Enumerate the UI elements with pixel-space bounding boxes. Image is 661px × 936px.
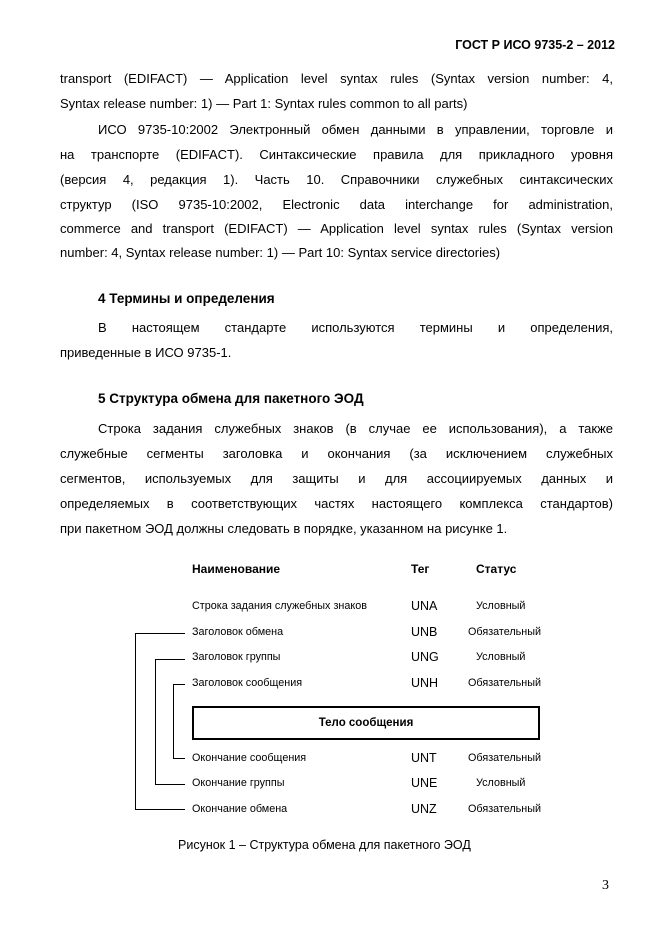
row-name: Окончание обмена (192, 803, 288, 815)
section-4-heading: 4 Термины и определения (98, 291, 275, 306)
row-name: Заголовок группы (192, 651, 281, 663)
text-line: структур (ISO 9735-10:2002, Electronic data interchange for administration, (60, 197, 613, 212)
text-line: на транспорте (EDIFACT). Синтаксические правила для прикладного уровня (60, 147, 613, 162)
row-status: Условный (476, 777, 526, 789)
column-header-name: Наименование (192, 562, 281, 576)
row-status: Условный (476, 600, 526, 612)
row-name: Заголовок сообщения (192, 677, 303, 689)
page-number: 3 (602, 878, 609, 893)
row-tag: UNE (411, 776, 438, 790)
text-line: ИСО 9735-10:2002 Электронный обмен данными в управлении, торговле и (98, 122, 613, 137)
text-line: сегментов, используемых для защиты и для ассоциируемых данных и (60, 471, 613, 486)
text-line: Syntax release number: 1) — Part 1: Syntax rules common to all parts) (60, 96, 468, 111)
message-body-box: Тело сообщения (192, 706, 540, 740)
text-line: (версия 4, редакция 1). Часть 10. Справочники служебных синтаксических (60, 172, 613, 187)
row-tag: UNZ (411, 802, 437, 816)
row-tag: UNB (411, 625, 438, 639)
section-5-heading: 5 Структура обмена для пакетного ЭОД (98, 391, 364, 406)
column-header-tag: Тег (411, 562, 430, 576)
text-line: commerce and transport (EDIFACT) — Application level syntax rules (Syntax version (60, 221, 613, 236)
row-tag: UNT (411, 751, 437, 765)
row-tag: UNH (411, 676, 439, 690)
text-line: определяемых в соответствующих частях настоящего комплекса стандартов) (60, 496, 613, 511)
row-tag: UNA (411, 599, 438, 613)
text-line: при пакетном ЭОД должны следовать в порядке, указанном на рисунке 1. (60, 521, 508, 536)
column-header-status: Статус (476, 562, 517, 576)
row-tag: UNG (411, 650, 439, 664)
text-line: transport (EDIFACT) — Application level syntax rules (Syntax version number: 4, (60, 71, 613, 86)
row-name: Окончание сообщения (192, 752, 307, 764)
text-line: number: 4, Syntax release number: 1) — Part 10: Syntax service directories) (60, 245, 501, 260)
row-status: Обязательный (468, 626, 542, 638)
row-name: Окончание группы (192, 777, 285, 789)
row-name: Строка задания служебных знаков (192, 600, 367, 612)
page-header: ГОСТ Р ИСО 9735-2 – 2012 (455, 38, 615, 52)
text-line: Строка задания служебных знаков (в случае ее использования), а также (98, 421, 613, 436)
row-name: Заголовок обмена (192, 626, 284, 638)
row-status: Условный (476, 651, 526, 663)
text-line: приведенные в ИСО 9735-1. (60, 345, 232, 360)
text-line: В настоящем стандарте используются термины и определения, (98, 320, 613, 335)
row-status: Обязательный (468, 803, 542, 815)
figure-caption: Рисунок 1 – Структура обмена для пакетного ЭОД (178, 838, 471, 852)
row-status: Обязательный (468, 752, 542, 764)
text-line: служебные сегменты заголовка и окончания (за исключением служебных (60, 446, 613, 461)
row-status: Обязательный (468, 677, 542, 689)
